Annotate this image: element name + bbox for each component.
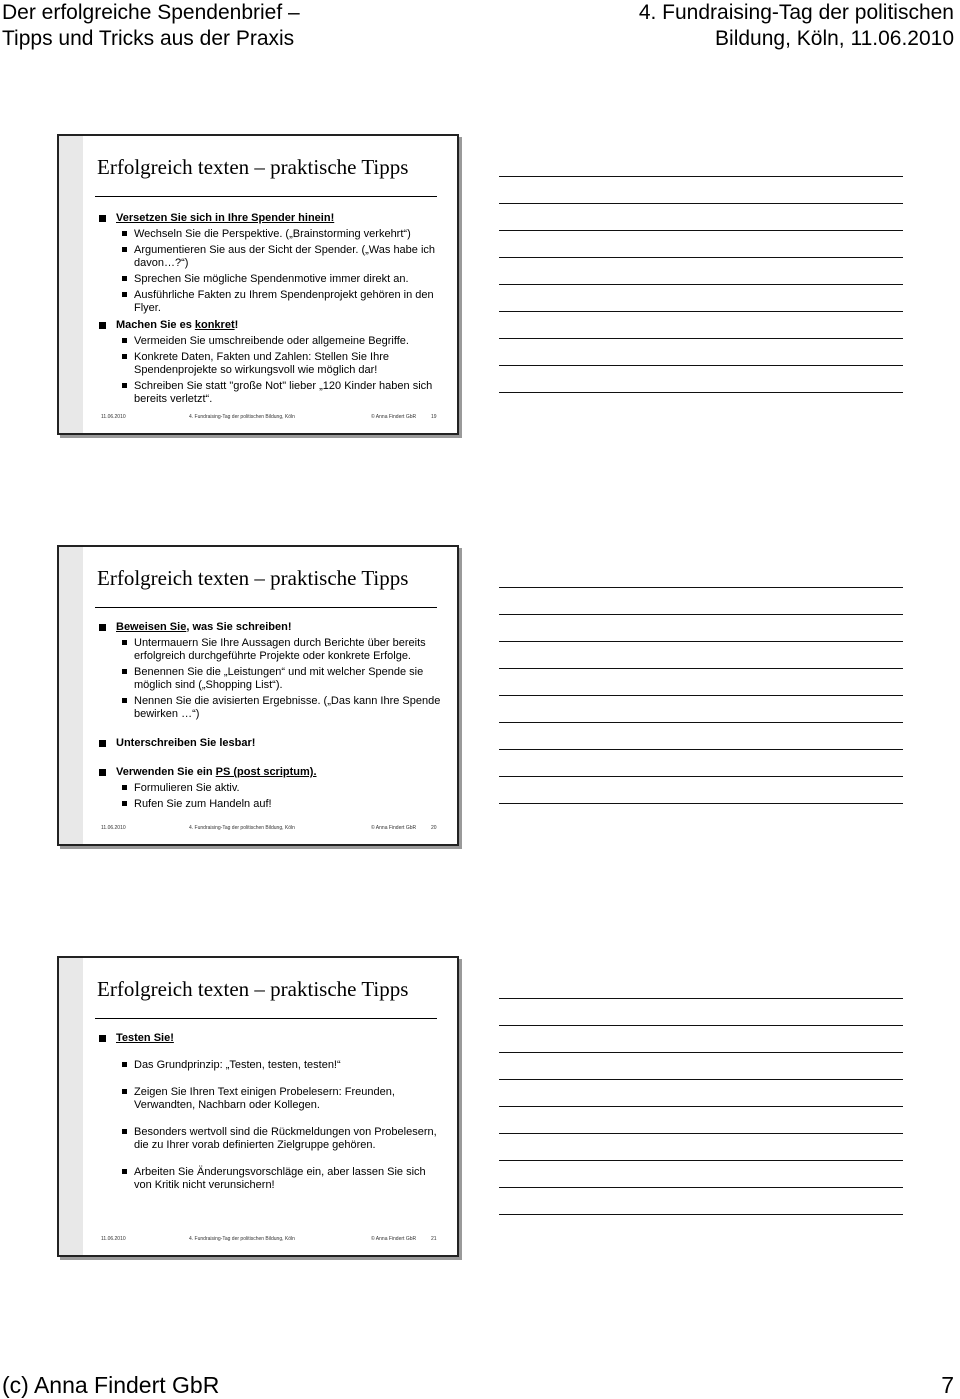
title-divider xyxy=(95,607,437,608)
slide-20 xyxy=(57,545,459,846)
slide-footer-date: 11.06.2010 xyxy=(101,1236,126,1242)
header-right xyxy=(639,0,954,52)
footer-copyright: (c) Anna Findert GbR xyxy=(2,1372,220,1398)
list-item-text: ! xyxy=(234,319,239,331)
slide-footer-page: 21 xyxy=(431,1236,437,1242)
list-item xyxy=(99,319,443,332)
header-left xyxy=(2,0,300,52)
notes-lines-3 xyxy=(499,998,903,1241)
slide-title: Erfolgreich texten – praktische Tipps xyxy=(97,566,409,590)
list-item: Testen Sie! xyxy=(99,1032,443,1045)
list-item: Versetzen Sie sich in Ihre Spender hinein! xyxy=(99,212,443,225)
bullet-list xyxy=(99,617,443,811)
slide-21 xyxy=(57,956,459,1257)
title-divider xyxy=(95,196,437,197)
list-item: Untermauern Sie Ihre Aussagen durch Berichte über bereits erfolgreich durchgeführte Projekte oder konkrete Erfolge. xyxy=(99,637,443,663)
notes-lines-1 xyxy=(499,176,903,419)
slide-footer-event: 4. Fundraising-Tag der politischen Bildung, Köln xyxy=(189,1236,295,1242)
list-item: Konkrete Daten, Fakten und Zahlen: Stellen Sie Ihre Spendenprojekte so wirkungsvoll wie möglich dar! xyxy=(99,351,443,377)
header-event-line2: Bildung, Köln, 11.06.2010 xyxy=(715,27,954,50)
list-item: Vermeiden Sie umschreibende oder allgemeine Begriffe. xyxy=(99,335,443,348)
slide-title: Erfolgreich texten – praktische Tipps xyxy=(97,155,409,179)
list-item: Argumentieren Sie aus der Sicht der Spender. („Was habe ich davon…?“) xyxy=(99,244,443,270)
slide-19 xyxy=(57,134,459,435)
slide-footer-copyright: © Anna Findert GbR xyxy=(371,1236,417,1242)
list-item-text: Verwenden Sie ein xyxy=(116,766,216,778)
bullet-list xyxy=(99,208,443,406)
list-item: Rufen Sie zum Handeln auf! xyxy=(99,798,443,811)
list-item: Unterschreiben Sie lesbar! xyxy=(99,737,443,750)
list-item: Das Grundprinzip: „Testen, testen, testen!“ xyxy=(99,1059,443,1072)
bullet-list xyxy=(99,1028,443,1192)
list-item xyxy=(99,621,443,634)
list-item-text: Machen Sie es xyxy=(116,319,195,331)
slide-footer-date: 11.06.2010 xyxy=(101,414,126,420)
list-item-underlined: konkret xyxy=(194,319,235,331)
list-item: Benennen Sie die „Leistungen“ und mit welcher Spende sie möglich sind („Shopping List“). xyxy=(99,666,443,692)
header-event-line1: 4. Fundraising-Tag der politischen xyxy=(638,1,954,24)
list-item: Sprechen Sie mögliche Spendenmotive immer direkt an. xyxy=(99,273,443,286)
list-item-underlined: Beweisen Sie xyxy=(116,621,187,633)
list-item: Ausführliche Fakten zu Ihrem Spendenprojekt gehören in den Flyer. xyxy=(99,289,443,315)
header-title-line2: Tipps und Tricks aus der Praxis xyxy=(2,27,295,50)
slide-sidebar xyxy=(59,958,83,1255)
list-item: Nennen Sie die avisierten Ergebnisse. („Das kann Ihre Spende bewirken …“) xyxy=(99,695,443,721)
slide-sidebar xyxy=(59,547,83,844)
slide-footer-date: 11.06.2010 xyxy=(101,825,126,831)
slide-title: Erfolgreich texten – praktische Tipps xyxy=(97,977,409,1001)
list-item: Zeigen Sie Ihren Text einigen Probelesern: Freunden, Verwandten, Nachbarn oder Kollegen. xyxy=(99,1086,443,1112)
header-title-line1: Der erfolgreiche Spendenbrief – xyxy=(2,1,300,24)
list-item: Besonders wertvoll sind die Rückmeldungen von Probelesern, die zu Ihrer vorab definierten Zielgruppe gehören. xyxy=(99,1126,443,1152)
footer-page-number: 7 xyxy=(941,1372,954,1398)
slide-footer-copyright: © Anna Findert GbR xyxy=(371,414,417,420)
slide-footer-copyright: © Anna Findert GbR xyxy=(371,825,417,831)
slide-footer-page: 20 xyxy=(431,825,437,831)
list-item-text: , was Sie schreiben! xyxy=(186,621,292,633)
slide-footer xyxy=(101,825,437,834)
title-divider xyxy=(95,1018,437,1019)
slide-footer-page: 19 xyxy=(431,414,437,420)
notes-lines-2 xyxy=(499,587,903,830)
list-item: Formulieren Sie aktiv. xyxy=(99,782,443,795)
list-item: Arbeiten Sie Änderungsvorschläge ein, aber lassen Sie sich von Kritik nicht verunsichern! xyxy=(99,1166,443,1192)
list-item: Wechseln Sie die Perspektive. („Brainstorming verkehrt“) xyxy=(99,228,443,241)
slide-sidebar xyxy=(59,136,83,433)
slide-footer xyxy=(101,414,437,423)
list-item: Schreiben Sie statt "große Not" lieber „120 Kinder haben sich bereits verletzt“. xyxy=(99,380,443,406)
slide-footer-event: 4. Fundraising-Tag der politischen Bildung, Köln xyxy=(189,414,295,420)
slide-footer-event: 4. Fundraising-Tag der politischen Bildung, Köln xyxy=(189,825,295,831)
list-item xyxy=(99,766,443,779)
list-item-underlined: PS (post scriptum). xyxy=(215,766,317,778)
slide-footer xyxy=(101,1236,437,1245)
